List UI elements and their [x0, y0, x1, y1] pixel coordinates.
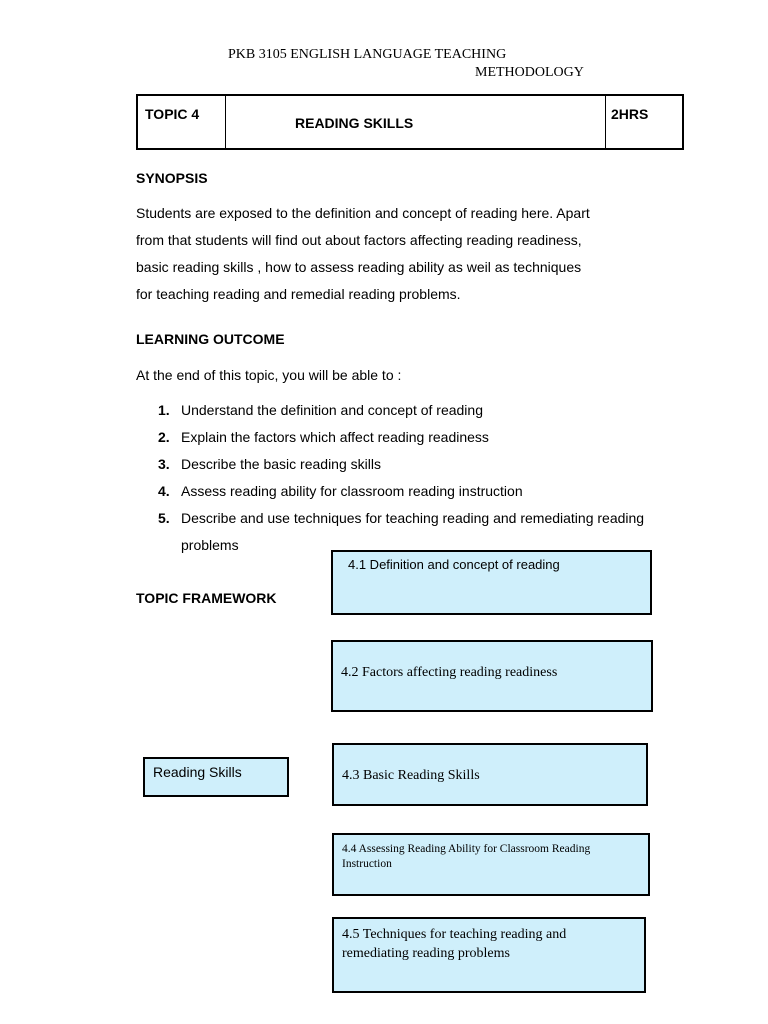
list-item-number: 4.: [158, 483, 170, 499]
synopsis-line: from that students will find out about factors affecting reading readiness,: [136, 232, 582, 248]
framework-subtopic-label: 4.3 Basic Reading Skills: [342, 768, 480, 783]
topic-hours-cell: [606, 96, 684, 148]
course-title-line-1: PKB 3105 ENGLISH LANGUAGE TEACHING: [228, 47, 507, 62]
list-item-number: 2.: [158, 429, 170, 445]
synopsis-paragraph: [136, 200, 656, 308]
synopsis-line: for teaching reading and remedial reading problems.: [136, 286, 461, 302]
list-item-text: Describe and use techniques for teaching reading and remediating reading problems: [181, 510, 645, 553]
synopsis-line: Students are exposed to the definition and concept of reading here. Apart: [136, 205, 590, 221]
topic-number-cell: [138, 96, 226, 148]
learning-outcome-list: [158, 397, 651, 559]
list-item: [158, 451, 651, 478]
framework-subtopic-box: [331, 550, 652, 615]
list-item: [158, 397, 651, 424]
framework-root-box: [143, 757, 289, 797]
synopsis-line: basic reading skills , how to assess reading ability as weil as techniques: [136, 259, 582, 275]
list-item-text: Assess reading ability for classroom reading instruction: [181, 483, 523, 499]
list-item-text: Describe the basic reading skills: [181, 456, 381, 472]
topic-number: TOPIC 4: [145, 106, 200, 122]
framework-subtopic-box: [332, 833, 650, 896]
framework-subtopic-label: 4.1 Definition and concept of reading: [348, 557, 560, 572]
list-item-text: Explain the factors which affect reading readiness: [181, 429, 489, 445]
framework-subtopic-label: 4.2 Factors affecting reading readiness: [341, 665, 558, 680]
course-title-line-2: METHODOLOGY: [475, 65, 584, 80]
synopsis-heading: SYNOPSIS: [136, 170, 208, 186]
learning-outcome-heading: LEARNING OUTCOME: [136, 331, 285, 347]
topic-table: [136, 94, 684, 150]
framework-subtopic-box: [331, 640, 653, 712]
framework-subtopic-box: [332, 917, 646, 993]
topic-framework-heading: TOPIC FRAMEWORK: [136, 590, 277, 606]
list-item-number: 3.: [158, 456, 170, 472]
list-item: [158, 424, 651, 451]
framework-subtopic-label: 4.5 Techniques for teaching reading and remediating reading problems: [342, 927, 567, 961]
framework-subtopic-label: 4.4 Assessing Reading Ability for Classroom Reading Instruction: [342, 843, 591, 870]
learning-outcome-intro: At the end of this topic, you will be able to :: [136, 367, 402, 383]
framework-root-label: Reading Skills: [153, 764, 242, 780]
list-item-number: 5.: [158, 510, 170, 526]
list-item-number: 1.: [158, 402, 170, 418]
list-item: [158, 478, 651, 505]
framework-subtopic-box: [332, 743, 648, 806]
topic-hours: 2HRS: [611, 106, 649, 122]
topic-title-cell: [226, 96, 606, 148]
list-item-text: Understand the definition and concept of reading: [181, 402, 483, 418]
topic-title: READING SKILLS: [295, 115, 414, 131]
